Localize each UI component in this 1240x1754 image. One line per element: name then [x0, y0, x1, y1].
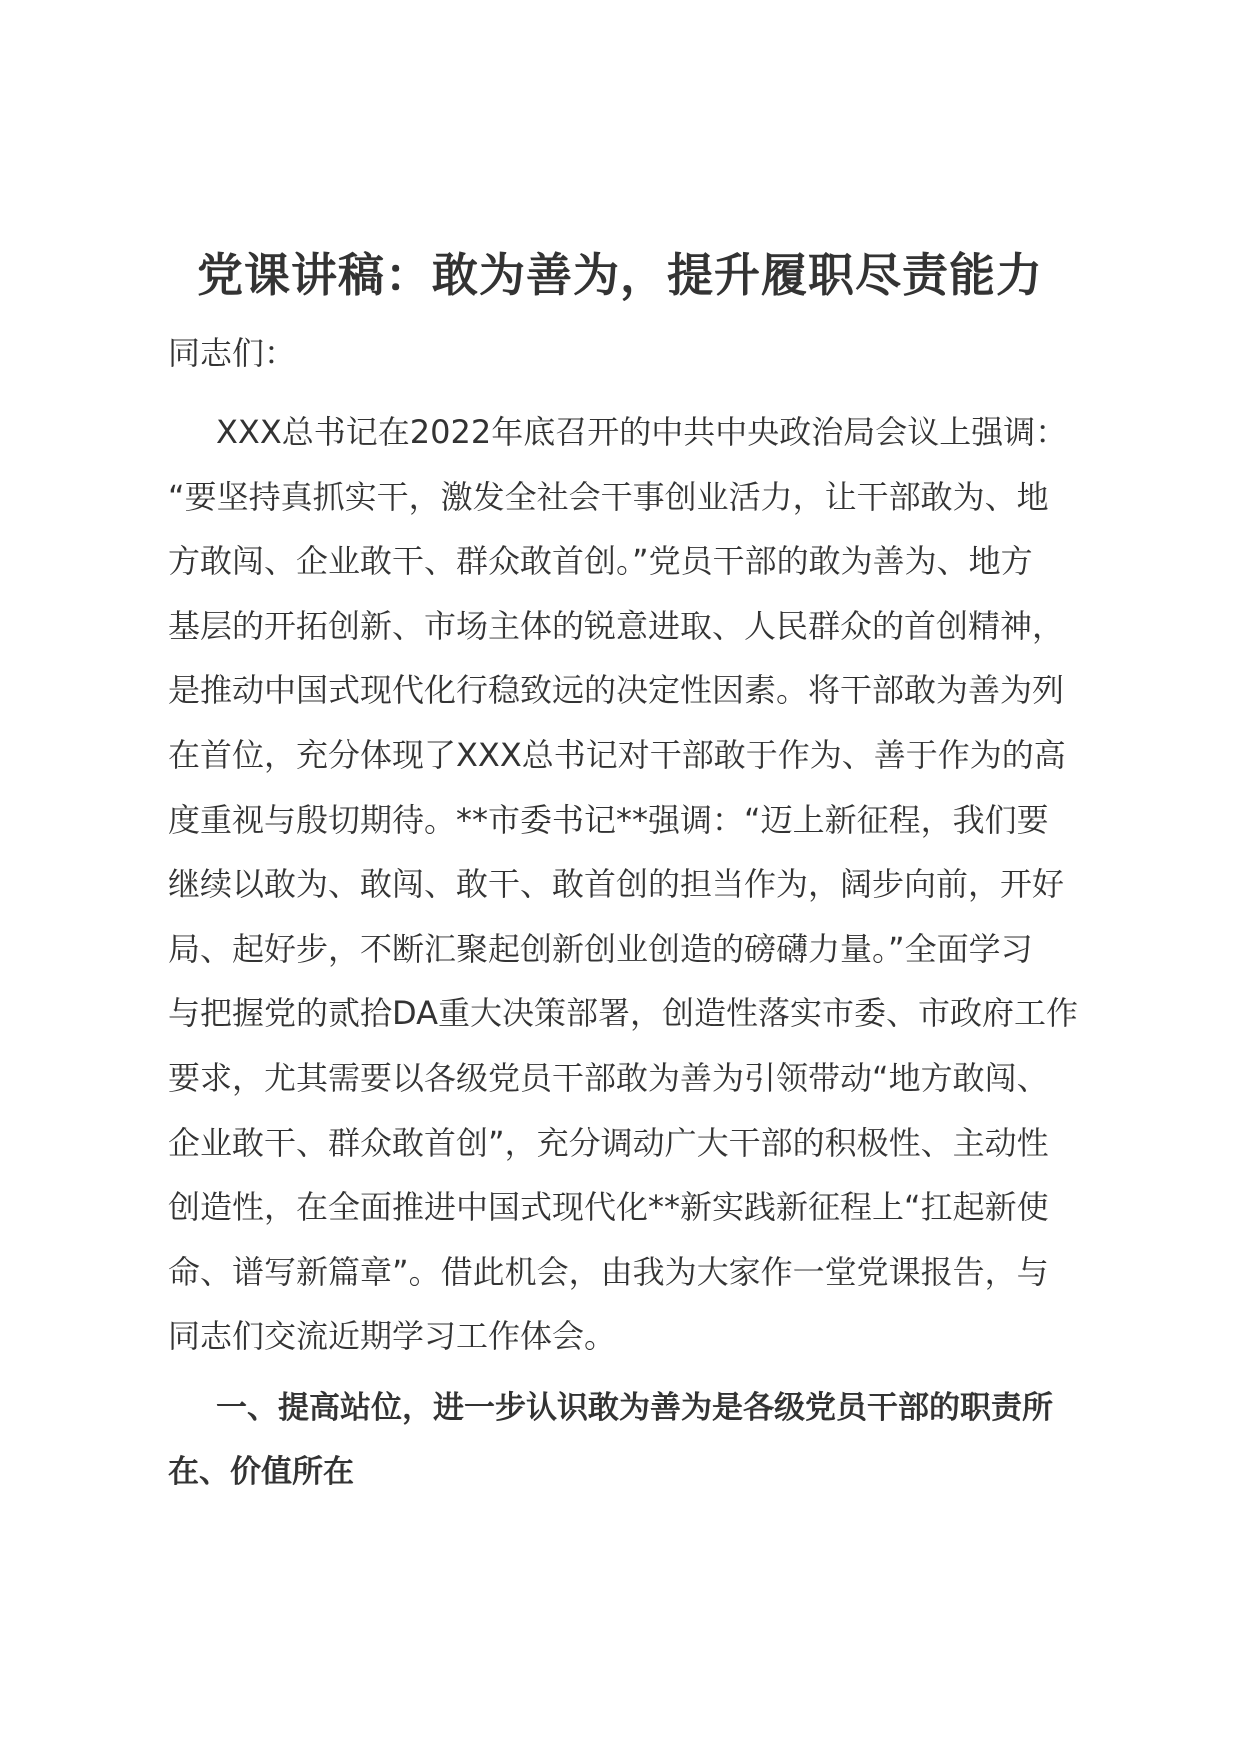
paragraph-line: 同志们交流近期学习工作体会。	[168, 1317, 617, 1356]
paragraph-line: 基层的开拓创新、市场主体的锐意进取、人民群众的首创精神，	[168, 606, 1065, 645]
paragraph-line: 命、谱写新篇章”。借此机会，由我为大家作一堂党课报告，与	[168, 1252, 1049, 1291]
document-title: 党课讲稿：敢为善为，提升履职尽责能力	[197, 248, 1043, 302]
paragraph-line: 要求，尤其需要以各级党员干部敢为善为引领带动“地方敢闯、	[168, 1058, 1049, 1097]
section-heading	[168, 1376, 1123, 1504]
section-heading-line: 一、提高站位，进一步认识敢为善为是各级党员干部的职责所	[216, 1390, 1053, 1426]
paragraph-line: XXX总书记在2022年底召开的中共中央政治局会议上强调：	[216, 413, 1068, 451]
section-heading-line: 在、价值所在	[168, 1454, 354, 1490]
paragraph-line: 方敢闯、企业敢干、群众敢首创。”党员干部的敢为善为、地方	[168, 542, 1033, 581]
paragraph-line: “要坚持真抓实干，激发全社会干事创业活力，让干部敢为、地	[168, 477, 1049, 516]
paragraph-line: 局、起好步，不断汇聚起创新创业创造的磅礴力量。”全面学习	[168, 929, 1033, 968]
paragraph-line: 与把握党的贰拾DA重大决策部署，创造性落实市委、市政府工作	[168, 994, 1078, 1033]
paragraph-line: 企业敢干、群众敢首创”，充分调动广大干部的积极性、主动性	[168, 1123, 1049, 1162]
paragraph-line: 是推动中国式现代化行稳致远的决定性因素。将干部敢为善为列	[168, 671, 1065, 710]
paragraph-line: 度重视与殷切期待。**市委书记**强调：“迈上新征程，我们要	[168, 800, 1049, 839]
paragraph-line: 创造性，在全面推进中国式现代化**新实践新征程上“扛起新使	[168, 1188, 1049, 1227]
body-paragraph	[168, 400, 1118, 1369]
greeting: 同志们：	[168, 334, 297, 372]
paragraph-line: 继续以敢为、敢闯、敢干、敢首创的担当作为，阔步向前，开好	[168, 865, 1065, 904]
paragraph-line: 在首位，充分体现了XXX总书记对干部敢于作为、善于作为的高	[168, 735, 1066, 774]
